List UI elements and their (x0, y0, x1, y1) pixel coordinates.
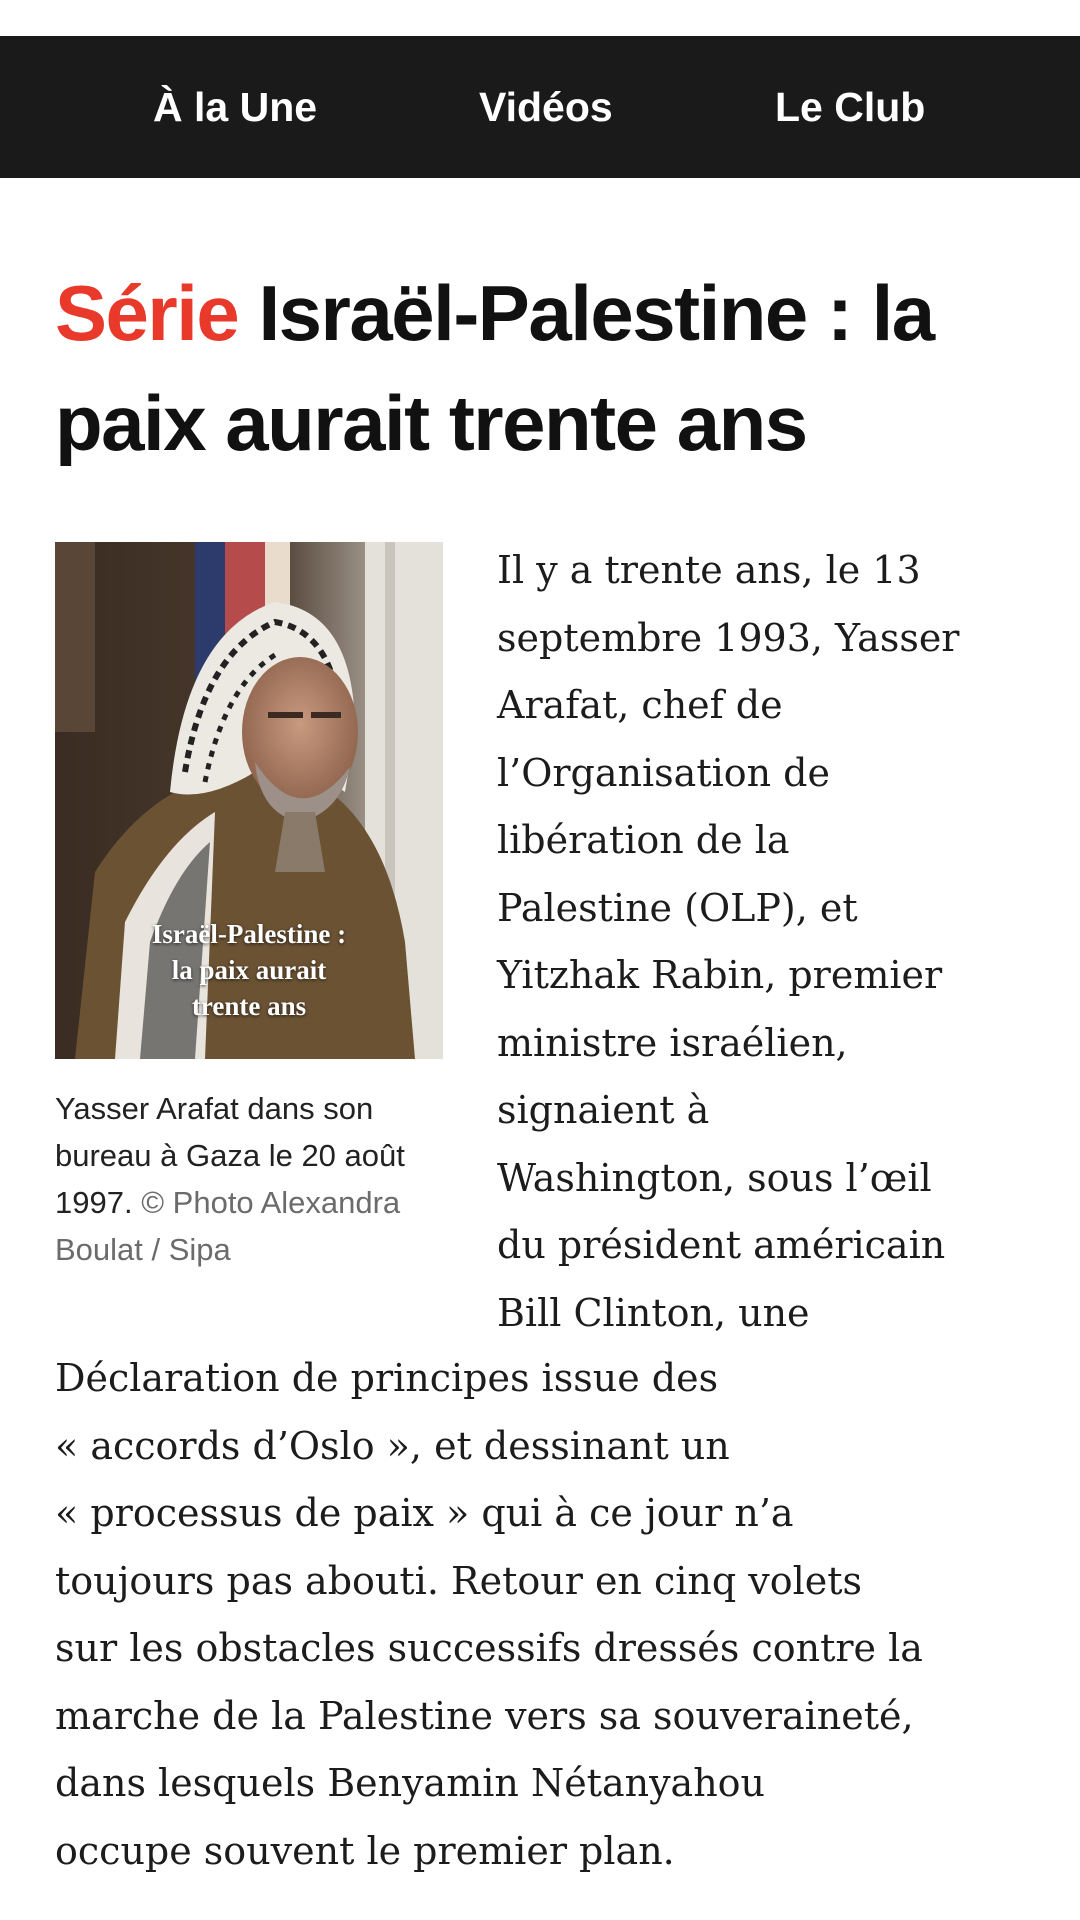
intro-line: Arafat, chef de (497, 683, 783, 727)
overlay-line: trente ans (191, 991, 307, 1021)
nav-item-videos[interactable]: Vidéos (479, 84, 613, 130)
caption-text: Yasser Arafat dans son bureau à Gaza le 20 août 1997. (55, 1091, 405, 1220)
intro-line: dans lesquels Benyamin Nétanyahou (55, 1761, 766, 1805)
photo-credit: © Photo Alexandra Boulat / Sipa (55, 1185, 401, 1267)
intro-line: septembre 1993, Yasser (497, 615, 960, 660)
intro-line: occupe souvent le premier plan. (55, 1828, 675, 1873)
intro-line: Palestine (OLP), et (497, 885, 858, 930)
article-image[interactable] (55, 542, 443, 1059)
series-kicker[interactable]: Série (55, 269, 239, 357)
intro-line: du président américain (497, 1223, 946, 1267)
overlay-line: la paix aurait (171, 955, 327, 985)
intro-line: signaient à (497, 1088, 710, 1132)
article-headline (55, 258, 1045, 478)
article-title: Israël-Palestine : la paix aurait trente ans (55, 269, 934, 467)
intro-line: toujours pas abouti. Retour en cinq volets (55, 1558, 863, 1603)
status-area (0, 0, 1080, 36)
nav-item-le-club[interactable]: Le Club (775, 84, 926, 130)
image-overlay-title (55, 916, 443, 1024)
intro-line: ministre israélien, (497, 1020, 848, 1065)
intro-line: libération de la (497, 818, 790, 862)
image-caption (55, 1085, 450, 1273)
intro-line: « processus de paix » qui à ce jour n’a (55, 1491, 794, 1535)
intro-line: l’Organisation de (497, 750, 830, 795)
intro-line: marche de la Palestine vers sa souveraineté, (55, 1693, 914, 1738)
intro-line: Il y a trente ans, le 13 (497, 548, 921, 592)
intro-paragraph-wrap (497, 537, 1037, 1347)
intro-line: Washington, sous l’œil (497, 1155, 932, 1200)
intro-line: Bill Clinton, une (497, 1290, 810, 1335)
intro-line: « accords d’Oslo », et dessinant un (55, 1423, 730, 1468)
intro-line: Yitzhak Rabin, premier (497, 953, 943, 997)
intro-line: Déclaration de principes issue des (55, 1356, 719, 1400)
nav-item-a-la-une[interactable]: À la Une (153, 84, 318, 130)
intro-paragraph-full (55, 1345, 1045, 1885)
top-navigation (0, 36, 1080, 178)
intro-line: sur les obstacles successifs dressés contre la (55, 1626, 923, 1670)
overlay-line: Israël-Palestine : (151, 919, 347, 949)
